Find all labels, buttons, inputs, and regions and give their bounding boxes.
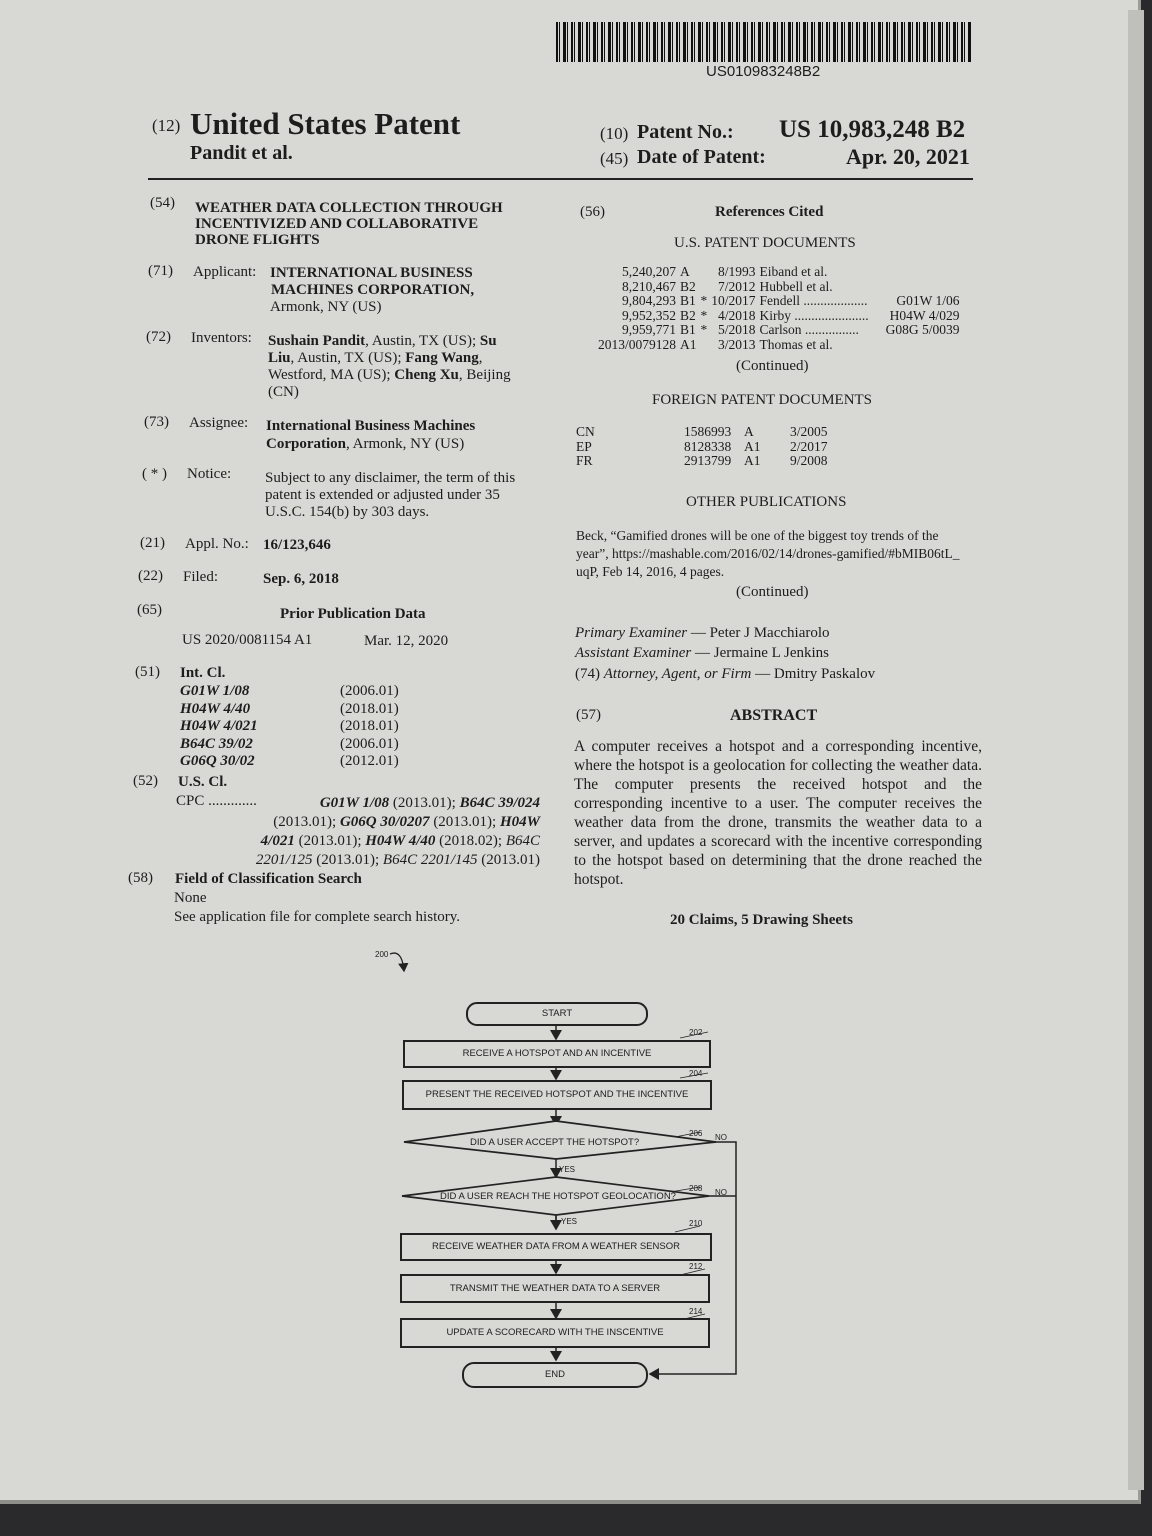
ref-202: 202 — [689, 1028, 703, 1037]
attorney — [575, 666, 875, 683]
us-doc-row — [584, 294, 964, 309]
doc-cited-star: * — [700, 322, 708, 337]
doc-date: 9/2008 — [790, 453, 828, 468]
cpc-classes — [256, 794, 540, 870]
doc-country: FR — [576, 453, 593, 468]
flow-decision-reach: DID A USER REACH THE HOTSPOT GEOLOCATION? — [440, 1191, 676, 1202]
int-cl-row — [180, 701, 399, 719]
int-cl-year: (2018.01) — [340, 700, 399, 717]
flow-step-receive-hotspot: RECEIVE A HOTSPOT AND AN INCENTIVE — [403, 1040, 711, 1068]
assignee-line — [266, 435, 475, 453]
flow-no-label: NO — [715, 1133, 727, 1142]
prior-pub-number: US 2020/0081154 A1 — [182, 632, 313, 648]
doc-name: Carlson ................ — [759, 322, 859, 337]
notice-line: Subject to any disclaimer, the term of this — [265, 470, 516, 486]
field-65-num: (65) — [137, 602, 162, 618]
inventors-line — [268, 350, 511, 367]
date-label: Date of Patent: — [637, 146, 766, 168]
flow-yes-label: YES — [561, 1217, 578, 1226]
inventor-location: , Austin, TX (US); — [365, 333, 480, 349]
cpc-code: 4/021 — [260, 833, 295, 849]
inventors-line — [268, 367, 511, 384]
filed-date: Sep. 6, 2018 — [263, 571, 339, 587]
assignee-name: Corporation — [266, 436, 346, 452]
attorney-label: Attorney, Agent, or Firm — [603, 666, 752, 682]
int-cl-year: (2006.01) — [340, 735, 399, 752]
kind-code-num: (12) — [152, 116, 181, 135]
int-cl-row — [180, 683, 399, 701]
field-22-num: (22) — [138, 568, 163, 584]
doc-number: 5,240,207 — [622, 264, 676, 279]
inventor-name: Fang Wang — [405, 350, 479, 366]
inventors-line: (CN) — [268, 384, 299, 400]
doc-cited-star — [701, 280, 712, 295]
doc-kind: B1 — [680, 293, 696, 308]
us-docs-title: U.S. PATENT DOCUMENTS — [674, 235, 856, 251]
inventor-name: Liu — [268, 350, 291, 366]
barcode-number: US010983248B2 — [706, 63, 821, 80]
us-doc-row — [584, 323, 964, 338]
field-51-num: (51) — [135, 664, 160, 680]
doc-class — [880, 265, 964, 280]
field-72-num: (72) — [146, 329, 171, 345]
patent-no-num: (10) — [600, 124, 629, 143]
cpc-date: (2013.01) — [477, 852, 540, 868]
search-history-note: See application file for complete search history. — [174, 909, 461, 925]
doc-kind: A — [744, 424, 754, 439]
applicant-line: Armonk, NY (US) — [270, 299, 382, 315]
applicant-line: INTERNATIONAL BUSINESS — [270, 265, 473, 281]
flow-step-update-scorecard: UPDATE A SCORECARD WITH THE INSCENTIVE — [400, 1318, 710, 1348]
us-doc-row — [584, 280, 964, 295]
doc-date: 10/2017 — [711, 293, 756, 308]
int-cl-row — [180, 753, 399, 771]
flow-start: START — [466, 1002, 648, 1026]
int-cl-list — [180, 683, 399, 771]
inventor-location: Westford, MA (US); — [268, 367, 395, 383]
primary-examiner-name: — Peter J Macchiarolo — [687, 625, 830, 641]
flow-step-receive-weather: RECEIVE WEATHER DATA FROM A WEATHER SENSOR — [400, 1233, 712, 1261]
other-pubs-continued: (Continued) — [736, 584, 809, 600]
doc-cited-star: * — [700, 293, 708, 308]
us-docs-continued: (Continued) — [736, 358, 809, 374]
title-line: WEATHER DATA COLLECTION THROUGH — [195, 200, 503, 216]
cpc-line — [256, 832, 540, 851]
inventors — [268, 333, 511, 401]
abstract-title: ABSTRACT — [730, 707, 818, 724]
doc-number: 1586993 — [684, 424, 732, 439]
doc-date: 5/2018 — [718, 322, 756, 337]
inventor-location: , Beijing — [458, 367, 511, 383]
doc-date: 3/2005 — [790, 424, 828, 439]
doc-cited-star — [701, 338, 712, 353]
cpc-code: H04W — [499, 814, 540, 830]
doc-name: Eiband et al. — [759, 264, 828, 279]
assignee-location: , Armonk, NY (US) — [346, 436, 465, 452]
field-54-num: (54) — [150, 195, 175, 211]
notice-label: Notice: — [187, 466, 232, 482]
int-cl-row — [180, 718, 399, 736]
doc-kind: A — [680, 264, 690, 279]
doc-kind: B1 — [680, 322, 696, 337]
doc-country: CN — [576, 424, 595, 439]
cpc-code: 2201/125 — [255, 852, 313, 868]
cpc-code: B64C 2201/145 — [382, 852, 478, 868]
doc-kind: A1 — [680, 336, 697, 352]
doc-class — [880, 280, 964, 295]
int-cl-code: H04W 4/021 — [180, 718, 258, 734]
doc-number: 8,210,467 — [622, 278, 676, 294]
doc-class: H04W 4/029 — [889, 307, 960, 323]
patent-title: United States Patent — [190, 106, 461, 141]
field-71-num: (71) — [148, 263, 173, 279]
flow-no-label: NO — [715, 1188, 727, 1197]
doc-name: Fendell ................... — [759, 293, 868, 308]
inventor-name: Cheng Xu — [394, 367, 459, 383]
int-cl-code: G06Q 30/02 — [180, 753, 255, 769]
barcode — [556, 22, 972, 62]
us-docs-table — [584, 265, 964, 352]
patent-date: Apr. 20, 2021 — [846, 144, 970, 169]
inventor-name: Sushain Pandit — [268, 333, 366, 349]
doc-cited-star — [701, 265, 712, 280]
appl-no-label: Appl. No.: — [185, 536, 249, 552]
doc-country: EP — [576, 438, 592, 454]
cpc-date: (2013.01); — [389, 795, 460, 811]
appl-no: 16/123,646 — [263, 537, 331, 553]
flow-yes-label: YES — [559, 1165, 576, 1174]
attorney-name: — Dmitry Paskalov — [751, 666, 876, 682]
date-num: (45) — [600, 149, 629, 168]
us-doc-row — [584, 265, 964, 280]
notice-num: ( * ) — [142, 466, 167, 482]
ref-210: 210 — [689, 1219, 703, 1228]
doc-number: 8128338 — [684, 438, 732, 454]
field-52-num: (52) — [133, 773, 158, 789]
int-cl-code: G01W 1/08 — [180, 683, 250, 699]
inventor-punct: , — [478, 350, 483, 366]
doc-class: G08G 5/0039 — [885, 322, 960, 337]
foreign-doc-row — [576, 425, 832, 440]
foreign-doc-row — [576, 440, 832, 455]
other-pub-line: Beck, “Gamified drones will be one of the biggest toy trends of the — [576, 528, 939, 543]
foreign-docs-title: FOREIGN PATENT DOCUMENTS — [652, 392, 873, 408]
applicant-line: MACHINES CORPORATION, — [271, 282, 475, 298]
assignee — [266, 417, 475, 453]
int-cl-year: (2012.01) — [340, 753, 399, 769]
cpc-date: (2013.01); — [273, 814, 340, 830]
cpc-date: (2013.01); — [312, 852, 383, 868]
cpc-code: G06Q 30/0207 — [339, 814, 430, 830]
other-pub-line: uqP, Feb 14, 2016, 4 pages. — [576, 564, 725, 579]
invention-title — [195, 200, 503, 248]
cpc-code: B64C 39/024 — [459, 795, 540, 811]
notice-text — [265, 470, 515, 521]
us-doc-row — [584, 338, 964, 353]
header-rule — [148, 178, 973, 180]
cpc-line — [256, 794, 540, 813]
assignee-line: International Business Machines — [266, 418, 476, 434]
doc-class — [880, 338, 964, 353]
doc-date: 7/2012 — [718, 278, 756, 294]
cpc-date: (2013.01); — [429, 814, 500, 830]
field-57-num: (57) — [576, 707, 601, 723]
doc-kind: B2 — [680, 278, 696, 294]
doc-date: 4/2018 — [718, 307, 756, 323]
cpc-date: (2018.02); — [435, 833, 506, 849]
foreign-doc-row — [576, 454, 832, 469]
doc-date: 2/2017 — [790, 438, 828, 454]
flow-step-transmit: TRANSMIT THE WEATHER DATA TO A SERVER — [400, 1274, 710, 1303]
cpc-label: CPC ............. — [176, 793, 257, 809]
ref-212: 212 — [689, 1262, 703, 1271]
int-cl-row — [180, 736, 399, 754]
doc-kind: B2 — [680, 307, 696, 323]
cpc-code: B64C — [505, 833, 540, 849]
doc-number: 2013/0079128 — [597, 336, 676, 352]
claims-summary: 20 Claims, 5 Drawing Sheets — [670, 912, 853, 928]
field-56-num: (56) — [580, 204, 605, 220]
doc-date: 3/2013 — [718, 336, 756, 352]
doc-number: 9,804,293 — [622, 293, 676, 308]
patent-no-label: Patent No.: — [637, 121, 734, 143]
cpc-date: (2013.01); — [294, 833, 366, 849]
other-pub-line: year”, https://mashable.com/2016/02/14/drones-gamified/#bMIB06tL_ — [576, 546, 960, 561]
other-pubs — [576, 527, 960, 581]
us-cl-label: U.S. Cl. — [178, 774, 228, 790]
inventors-short: Pandit et al. — [190, 142, 293, 164]
search-field-label: Field of Classification Search — [175, 871, 362, 887]
doc-kind: A1 — [744, 453, 761, 468]
flow-step-present-hotspot: PRESENT THE RECEIVED HOTSPOT AND THE INCENTIVE — [402, 1080, 712, 1110]
doc-cited-star: * — [700, 307, 708, 323]
int-cl-code: B64C 39/02 — [180, 735, 253, 752]
flow-decision-accept: DID A USER ACCEPT THE HOTSPOT? — [470, 1137, 640, 1148]
primary-examiner-label: Primary Examiner — [575, 625, 688, 641]
filed-label: Filed: — [183, 569, 219, 585]
patent-number: US 10,983,248 B2 — [779, 116, 966, 143]
inventors-label: Inventors: — [191, 330, 252, 346]
field-73-num: (73) — [144, 414, 169, 430]
assignee-label: Assignee: — [189, 415, 249, 431]
doc-kind: A1 — [744, 438, 761, 454]
doc-number: 9,959,771 — [622, 322, 676, 337]
applicant-label: Applicant: — [193, 264, 257, 280]
doc-name: Kirby ...................... — [759, 307, 869, 323]
search-field-none: None — [174, 890, 207, 906]
notice-line: patent is extended or adjusted under 35 — [265, 487, 500, 503]
other-pubs-title: OTHER PUBLICATIONS — [686, 494, 847, 510]
cpc-code: G01W 1/08 — [319, 795, 390, 811]
figure-ref-200: 200 — [375, 950, 389, 959]
doc-date: 8/1993 — [718, 264, 756, 279]
title-line: INCENTIVIZED AND COLLABORATIVE — [195, 216, 479, 232]
field-58-num: (58) — [128, 870, 153, 886]
int-cl-year: (2006.01) — [340, 683, 399, 699]
inventors-line — [268, 333, 511, 350]
int-cl-year: (2018.01) — [340, 718, 399, 734]
abstract-text: A computer receives a hotspot and a corresponding incentive, where the hotspot is a geolocation for collecting the weather data. The computer presents the received hotspot and the corresponding incentive to a user. The computer receives the weather data from the drone, transmits the weather data to a server, and updates a scorecard with the incentive corresponding to the hotspot based on determining that the drone reached the hotspot. — [574, 738, 982, 888]
applicant — [270, 265, 474, 316]
cpc-line — [256, 813, 540, 832]
flow-end: END — [462, 1362, 648, 1388]
assistant-examiner-name: — Jermaine L Jenkins — [691, 645, 829, 661]
inventor-location: , Austin, TX (US); — [290, 350, 406, 366]
doc-number: 2913799 — [684, 453, 732, 468]
assistant-examiner — [575, 645, 829, 662]
doc-class: G01W 1/06 — [896, 293, 960, 308]
field-74-num: (74) — [575, 666, 600, 682]
int-cl-label: Int. Cl. — [180, 665, 226, 681]
ref-204: 204 — [689, 1069, 703, 1078]
prior-pub-title: Prior Publication Data — [280, 606, 426, 622]
sheet-edge — [1128, 10, 1144, 1490]
ref-214: 214 — [689, 1307, 703, 1316]
doc-number: 9,952,352 — [622, 307, 676, 323]
title-line: DRONE FLIGHTS — [195, 232, 320, 248]
ref-206: 206 — [689, 1129, 703, 1138]
doc-name: Hubbell et al. — [759, 278, 833, 294]
primary-examiner — [575, 625, 830, 642]
field-21-num: (21) — [140, 535, 165, 551]
cpc-code: H04W 4/40 — [365, 833, 436, 849]
us-doc-row — [584, 309, 964, 324]
cpc-line — [256, 851, 540, 870]
ref-208: 208 — [689, 1184, 703, 1193]
references-title: References Cited — [715, 204, 824, 220]
notice-line: U.S.C. 154(b) by 303 days. — [265, 504, 430, 520]
assistant-examiner-label: Assistant Examiner — [575, 645, 692, 661]
prior-pub-date: Mar. 12, 2020 — [364, 633, 449, 649]
int-cl-code: H04W 4/40 — [180, 700, 251, 717]
doc-name: Thomas et al. — [759, 336, 833, 352]
foreign-docs-table — [576, 425, 832, 469]
inventor-name: Su — [479, 333, 497, 349]
